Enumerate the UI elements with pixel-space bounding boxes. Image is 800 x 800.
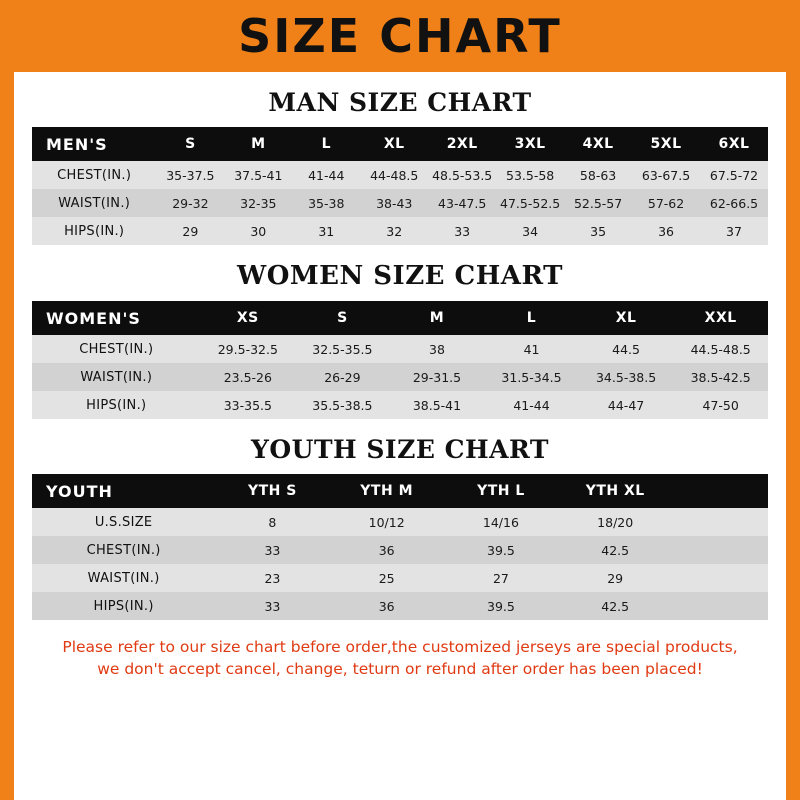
table-body: [32, 335, 768, 419]
cell: 47.5-52.5: [496, 189, 564, 217]
table-row: [32, 592, 768, 620]
cell-spacer: [672, 536, 768, 564]
order-policy-note: [26, 636, 774, 681]
cell: 39.5: [444, 536, 558, 564]
column-header-xxl: XXL: [673, 301, 768, 335]
column-header-3xl: 3XL: [496, 127, 564, 161]
row-label: WAIST(IN.): [32, 363, 201, 391]
cell: 38.5-41: [390, 391, 485, 419]
column-header-6xl: 6XL: [700, 127, 768, 161]
cell: 32.5-35.5: [295, 335, 390, 363]
cell: 34: [496, 217, 564, 245]
cell: 33: [215, 592, 329, 620]
column-header-yth-xl: YTH XL: [558, 474, 672, 508]
column-header-yth-s: YTH S: [215, 474, 329, 508]
column-header-xl: XL: [579, 301, 674, 335]
cell: 35-38: [292, 189, 360, 217]
note-line-1: Please refer to our size chart before order,the customized jerseys are special products,: [62, 638, 738, 656]
cell: 58-63: [564, 161, 632, 189]
cell: 38.5-42.5: [673, 363, 768, 391]
column-header-m: M: [224, 127, 292, 161]
cell: 62-66.5: [700, 189, 768, 217]
section-man: [14, 88, 786, 245]
table-body: [32, 508, 768, 620]
cell: 8: [215, 508, 329, 536]
cell: 31: [292, 217, 360, 245]
column-header-s: S: [156, 127, 224, 161]
cell: 33-35.5: [201, 391, 296, 419]
cell: 39.5: [444, 592, 558, 620]
cell: 67.5-72: [700, 161, 768, 189]
table-row: [32, 217, 768, 245]
row-label: CHEST(IN.): [32, 335, 201, 363]
cell: 38: [390, 335, 485, 363]
table-row: [32, 508, 768, 536]
cell: 48.5-53.5: [428, 161, 496, 189]
cell: 44.5-48.5: [673, 335, 768, 363]
banner: [0, 0, 800, 72]
cell: 35.5-38.5: [295, 391, 390, 419]
note-line-2: we don't accept cancel, change, teturn or refund after order has been placed!: [97, 660, 703, 679]
cell: 32-35: [224, 189, 292, 217]
column-header-2xl: 2XL: [428, 127, 496, 161]
cell: 36: [330, 536, 444, 564]
column-header-s: S: [295, 301, 390, 335]
table-header-row: [32, 301, 768, 335]
cell: 29-32: [156, 189, 224, 217]
column-header-rowlabel: WOMEN'S: [32, 301, 201, 335]
cell: 18/20: [558, 508, 672, 536]
row-label: WAIST(IN.): [32, 189, 156, 217]
cell: 42.5: [558, 592, 672, 620]
column-header-rowlabel: MEN'S: [32, 127, 156, 161]
column-header-rowlabel: YOUTH: [32, 474, 215, 508]
column-header-yth-m: YTH M: [330, 474, 444, 508]
cell: 63-67.5: [632, 161, 700, 189]
row-label: CHEST(IN.): [32, 161, 156, 189]
cell: 53.5-58: [496, 161, 564, 189]
cell: 14/16: [444, 508, 558, 536]
row-label: U.S.SIZE: [32, 508, 215, 536]
cell: 41: [484, 335, 579, 363]
cell: 10/12: [330, 508, 444, 536]
cell: 29-31.5: [390, 363, 485, 391]
row-label: WAIST(IN.): [32, 564, 215, 592]
table-row: [32, 536, 768, 564]
cell: 32: [360, 217, 428, 245]
row-label: CHEST(IN.): [32, 536, 215, 564]
table-row: [32, 189, 768, 217]
cell: 52.5-57: [564, 189, 632, 217]
cell: 33: [428, 217, 496, 245]
cell: 23.5-26: [201, 363, 296, 391]
cell: 37: [700, 217, 768, 245]
table-head: [32, 301, 768, 335]
column-header-xs: XS: [201, 301, 296, 335]
cell: 33: [215, 536, 329, 564]
table-row: [32, 161, 768, 189]
cell: 34.5-38.5: [579, 363, 674, 391]
cell: 27: [444, 564, 558, 592]
table-row: [32, 335, 768, 363]
table-row: [32, 564, 768, 592]
table-man-sizes: [32, 127, 768, 245]
column-header-l: L: [292, 127, 360, 161]
cell: 31.5-34.5: [484, 363, 579, 391]
cell: 26-29: [295, 363, 390, 391]
table-head: [32, 127, 768, 161]
cell: 43-47.5: [428, 189, 496, 217]
table-header-row: [32, 474, 768, 508]
column-header-spacer: [672, 474, 768, 508]
cell: 44-48.5: [360, 161, 428, 189]
cell: 35-37.5: [156, 161, 224, 189]
table-youth-sizes: [32, 474, 768, 620]
cell: 41-44: [292, 161, 360, 189]
table-women-sizes: [32, 301, 768, 419]
section-youth: [14, 435, 786, 620]
cell: 42.5: [558, 536, 672, 564]
cell: 36: [330, 592, 444, 620]
cell: 57-62: [632, 189, 700, 217]
cell: 44.5: [579, 335, 674, 363]
section-title-women: WOMEN SIZE CHART: [237, 261, 563, 291]
column-header-m: M: [390, 301, 485, 335]
cell-spacer: [672, 564, 768, 592]
column-header-5xl: 5XL: [632, 127, 700, 161]
table-row: [32, 391, 768, 419]
cell: 35: [564, 217, 632, 245]
row-label: HIPS(IN.): [32, 217, 156, 245]
table-head: [32, 474, 768, 508]
cell: 29: [558, 564, 672, 592]
table-body: [32, 161, 768, 245]
cell: 29.5-32.5: [201, 335, 296, 363]
cell: 41-44: [484, 391, 579, 419]
row-label: HIPS(IN.): [32, 391, 201, 419]
cell: 29: [156, 217, 224, 245]
table-header-row: [32, 127, 768, 161]
cell: 38-43: [360, 189, 428, 217]
page-title: SIZE CHART: [238, 9, 562, 63]
cell: 25: [330, 564, 444, 592]
column-header-yth-l: YTH L: [444, 474, 558, 508]
section-title-man: MAN SIZE CHART: [268, 88, 532, 117]
cell: 36: [632, 217, 700, 245]
cell: 37.5-41: [224, 161, 292, 189]
column-header-4xl: 4XL: [564, 127, 632, 161]
cell: 47-50: [673, 391, 768, 419]
column-header-l: L: [484, 301, 579, 335]
cell-spacer: [672, 508, 768, 536]
row-label: HIPS(IN.): [32, 592, 215, 620]
cell: 23: [215, 564, 329, 592]
table-row: [32, 363, 768, 391]
column-header-xl: XL: [360, 127, 428, 161]
cell: 30: [224, 217, 292, 245]
cell-spacer: [672, 592, 768, 620]
cell: 44-47: [579, 391, 674, 419]
section-title-youth: YOUTH SIZE CHART: [251, 435, 549, 464]
section-women: [14, 261, 786, 419]
